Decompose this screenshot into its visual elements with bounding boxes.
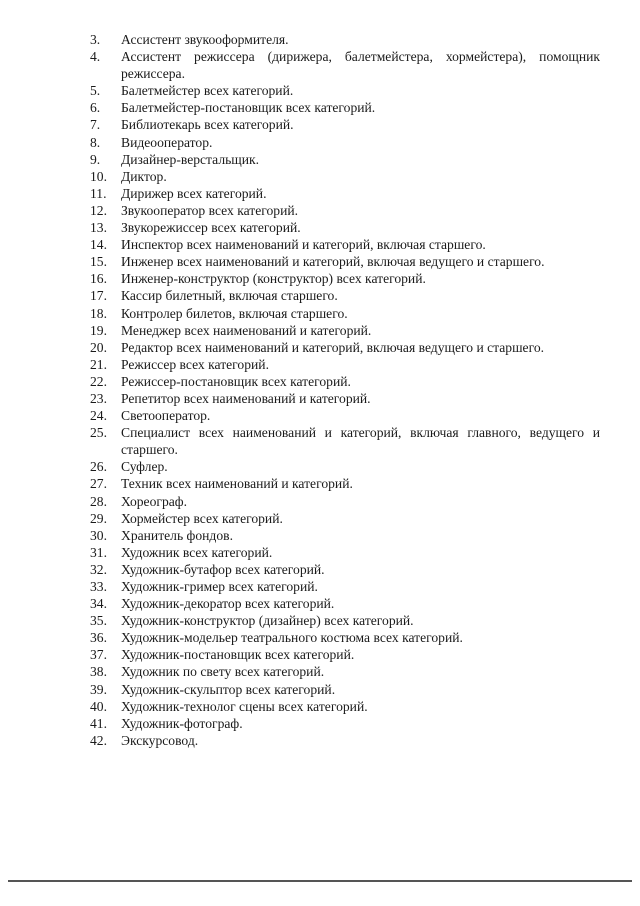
list-item-number: 15. [90,254,107,270]
list-item-text: Инженер всех наименований и категорий, включая ведущего и старшего. [121,254,545,270]
list-item-text: Художник-модельер театрального костюма всех категорий. [121,630,463,646]
list-item [90,612,600,629]
list-item-text: Дирижер всех категорий. [121,185,267,201]
list-item-text: Художник-гример всех категорий. [121,579,318,594]
list-item-text: Хранитель фондов. [121,527,233,543]
list-item-number: 28. [90,493,107,509]
list-item [90,99,600,116]
list-item-number: 13. [90,220,107,236]
list-item-number: 16. [90,271,107,287]
list-item-text: Инженер-конструктор (конструктор) всех категорий. [121,271,426,287]
list-item-text: Звукорежиссер всех категорий. [121,220,301,236]
list-item [90,253,600,270]
list-item [90,287,600,304]
list-item [90,202,600,219]
list-item-number: 18. [90,305,107,321]
list-item [90,305,600,322]
list-item-number: 39. [90,681,107,697]
list-item [90,527,600,544]
list-item [90,595,600,612]
list-item-number: 20. [90,339,107,355]
list-item-text: Редактор всех наименований и категорий, включая ведущего и старшего. [121,339,545,355]
list-item-number: 3. [90,32,101,47]
list-item-number: 10. [90,168,107,184]
list-item-number: 31. [90,544,107,560]
list-item-text: Ассистент режиссера (дирижера, балетмейстера, хормейстера), помощник режиссера. [121,49,600,82]
list-item [90,82,600,99]
list-item-number: 4. [90,49,101,65]
list-item-number: 29. [90,510,107,526]
list-item-text: Художник-бутафор всех категорий. [121,561,325,577]
list-item-text: Менеджер всех наименований и категорий. [121,322,372,338]
position-list [90,31,600,749]
list-item-text: Диктор. [121,168,167,184]
list-item-text: Кассир билетный, включая старшего. [121,288,338,304]
list-item [90,475,600,492]
list-item-number: 42. [90,732,107,748]
list-item [90,116,600,133]
list-item-text: Ассистент звукооформителя. [121,32,289,47]
list-item-number: 23. [90,390,107,406]
list-item-text: Хормейстер всех категорий. [121,510,283,526]
list-item-number: 5. [90,83,101,99]
list-item-number: 40. [90,698,107,714]
list-item-text: Репетитор всех наименований и категорий. [121,390,371,406]
list-item-number: 25. [90,425,107,441]
list-item-number: 7. [90,117,101,133]
list-item-number: 41. [90,715,107,731]
list-item [90,322,600,339]
list-item [90,646,600,663]
list-item-text: Режиссер-постановщик всех категорий. [121,373,351,389]
list-item-number: 9. [90,151,101,167]
list-item-text: Дизайнер-верстальщик. [121,151,260,167]
list-item-number: 14. [90,237,107,253]
list-item [90,407,600,424]
list-item [90,510,600,527]
list-item-number: 37. [90,647,107,663]
list-item-text: Художник всех категорий. [121,544,273,560]
list-item [90,493,600,510]
list-item-text: Балетмейстер-постановщик всех категорий. [121,100,376,116]
list-item [90,48,600,82]
list-item [90,219,600,236]
list-item-text: Художник-технолог сцены всех категорий. [121,698,368,714]
list-item-number: 34. [90,596,107,612]
list-item [90,544,600,561]
list-item-text: Контролер билетов, включая старшего. [121,305,348,321]
list-item [90,663,600,680]
list-item-text: Художник-декоратор всех категорий. [121,596,335,612]
list-item [90,681,600,698]
list-item-number: 19. [90,322,107,338]
list-item-text: Художник по свету всех категорий. [121,664,325,680]
list-item-text: Инспектор всех наименований и категорий, включая старшего. [121,237,486,253]
list-item [90,356,600,373]
list-item-text: Художник-конструктор (дизайнер) всех категорий. [121,613,414,629]
list-item-number: 38. [90,664,107,680]
list-item [90,339,600,356]
list-item-number: 33. [90,579,107,594]
list-item-number: 30. [90,527,107,543]
list-item-number: 24. [90,408,107,424]
list-item-text: Экскурсовод. [121,732,199,748]
list-item-number: 35. [90,613,107,629]
list-item-text: Техник всех наименований и категорий. [121,476,353,492]
list-item [90,561,600,578]
list-item-text: Видеооператор. [121,134,213,150]
list-item-number: 36. [90,630,107,646]
list-item [90,458,600,475]
list-item-number: 6. [90,100,101,116]
list-item [90,151,600,168]
list-item-text: Художник-постановщик всех категорий. [121,647,355,663]
list-item-text: Суфлер. [121,459,168,475]
list-item [90,373,600,390]
list-item [90,168,600,185]
list-item-number: 22. [90,373,107,389]
list-item-text: Художник-скульптор всех категорий. [121,681,336,697]
list-item-number: 21. [90,356,107,372]
list-item [90,578,600,595]
list-item [90,236,600,253]
list-item-text: Художник-фотограф. [121,715,243,731]
list-item [90,715,600,732]
list-item-text: Режиссер всех категорий. [121,356,269,372]
list-item [90,185,600,202]
list-item-number: 11. [90,185,107,201]
list-item [90,270,600,287]
list-item-number: 27. [90,476,107,492]
list-item-text: Светооператор. [121,408,211,424]
list-item-text: Звукооператор всех категорий. [121,202,299,218]
bottom-divider [8,880,632,882]
list-item [90,424,600,458]
list-item-text: Библиотекарь всех категорий. [121,117,294,133]
list-item-number: 17. [90,288,107,304]
list-item [90,629,600,646]
list-item-number: 26. [90,459,107,475]
list-item-text: Специалист всех наименований и категорий, включая главного, ведущего и старшего. [121,425,600,458]
list-item-text: Хореограф. [121,493,187,509]
list-item [90,31,600,48]
list-item [90,134,600,151]
list-item-number: 12. [90,202,107,218]
list-item [90,390,600,407]
list-item-text: Балетмейстер всех категорий. [121,83,294,99]
list-item [90,698,600,715]
list-item [90,732,600,749]
list-item-number: 32. [90,561,107,577]
list-item-number: 8. [90,134,101,150]
